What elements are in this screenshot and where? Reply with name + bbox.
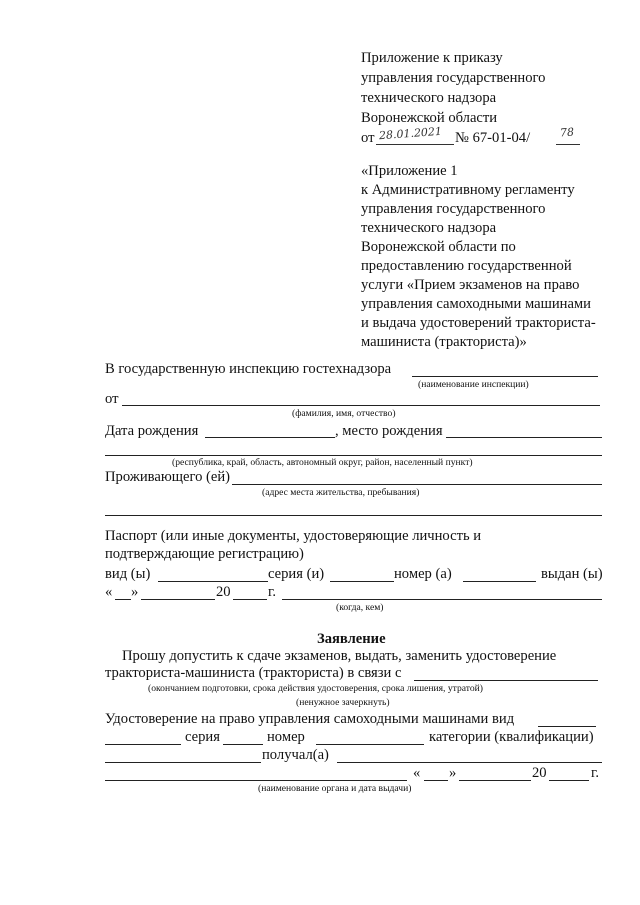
issue-year-suffix: г. bbox=[268, 584, 276, 600]
document-number-label: номер (а) bbox=[394, 566, 452, 582]
document-series-field[interactable] bbox=[330, 581, 394, 582]
license-kind-field[interactable] bbox=[538, 726, 596, 727]
document-issued-label: выдан (ы) bbox=[541, 566, 603, 582]
issue-year-prefix: 20 bbox=[216, 584, 231, 600]
license-categories-label: категории (квалификации) bbox=[429, 729, 594, 745]
document-number-field[interactable] bbox=[463, 581, 536, 582]
appendix-line: управления самоходными машинами bbox=[361, 296, 591, 312]
inspection-label: В государственную инспекцию гостехнадзора bbox=[105, 361, 392, 377]
order-number-underline bbox=[556, 144, 580, 145]
order-header-line: управления государственного bbox=[361, 70, 546, 86]
appendix-line: «Приложение 1 bbox=[361, 163, 458, 179]
license-year-field[interactable] bbox=[549, 780, 589, 781]
from-label: от bbox=[105, 391, 119, 407]
birth-place-hint: (республика, край, область, автономный округ, район, населенный пункт) bbox=[172, 457, 473, 468]
appendix-line: и выдача удостоверений тракториста- bbox=[361, 315, 596, 331]
issue-day-field[interactable] bbox=[115, 599, 131, 600]
order-date-handwritten: 28.01.2021 bbox=[378, 124, 443, 143]
license-date-close-quote: » bbox=[449, 765, 457, 781]
appendix-line: технического надзора bbox=[361, 220, 497, 236]
birth-place-field[interactable] bbox=[446, 437, 602, 438]
appendix-line: предоставлению государственной bbox=[361, 258, 572, 274]
issue-year-field[interactable] bbox=[233, 599, 267, 600]
order-header-line: Воронежской области bbox=[361, 110, 498, 126]
received-field[interactable] bbox=[337, 762, 602, 763]
license-number-label: номер bbox=[267, 729, 305, 745]
license-year-suffix: г. bbox=[591, 765, 599, 781]
license-series-label: серия bbox=[185, 729, 220, 745]
issuer-field[interactable] bbox=[105, 780, 407, 781]
order-date-prefix: от bbox=[361, 130, 375, 146]
license-year-prefix: 20 bbox=[532, 765, 547, 781]
license-month-field[interactable] bbox=[459, 780, 531, 781]
inspection-field[interactable] bbox=[412, 376, 598, 377]
full-name-hint: (фамилия, имя, отчество) bbox=[292, 408, 396, 419]
statement-line: Прошу допустить к сдаче экзаменов, выдать, заменить удостоверение bbox=[122, 648, 557, 664]
order-date-underline bbox=[376, 144, 454, 145]
document-kind-label: вид (ы) bbox=[105, 566, 151, 582]
issue-month-field[interactable] bbox=[141, 599, 215, 600]
birth-place-field-continued[interactable] bbox=[105, 455, 602, 456]
strike-out-hint: (ненужное зачеркнуть) bbox=[296, 697, 390, 708]
issuer-hint: (наименование органа и дата выдачи) bbox=[258, 783, 412, 794]
birth-date-field[interactable] bbox=[205, 437, 335, 438]
reason-hint: (окончанием подготовки, срока действия удостоверения, срока лишения, утратой) bbox=[148, 683, 483, 694]
order-header-line: технического надзора bbox=[361, 90, 497, 106]
residence-field-continued[interactable] bbox=[105, 515, 602, 516]
reason-field[interactable] bbox=[414, 680, 598, 681]
full-name-field[interactable] bbox=[122, 405, 600, 406]
document-kind-field[interactable] bbox=[158, 581, 268, 582]
license-categories-field[interactable] bbox=[105, 762, 261, 763]
license-number-field[interactable] bbox=[316, 744, 424, 745]
birth-date-label: Дата рождения bbox=[105, 423, 199, 439]
license-date-open-quote: « bbox=[413, 765, 421, 781]
issue-date-open-quote: « bbox=[105, 584, 113, 600]
residence-label: Проживающего (ей) bbox=[105, 469, 231, 485]
residence-hint: (адрес места жительства, пребывания) bbox=[262, 487, 420, 498]
statement-title: Заявление bbox=[317, 631, 386, 647]
appendix-line: услуги «Прием экзаменов на право bbox=[361, 277, 580, 293]
inspection-hint: (наименование инспекции) bbox=[418, 379, 529, 390]
license-day-field[interactable] bbox=[424, 780, 448, 781]
order-header-line: Приложение к приказу bbox=[361, 50, 503, 66]
passport-heading: Паспорт (или иные документы, удостоверяющие личность и bbox=[105, 528, 482, 544]
appendix-line: к Административному регламенту bbox=[361, 182, 575, 198]
issued-by-hint: (когда, кем) bbox=[336, 602, 384, 613]
birth-place-label: , место рождения bbox=[335, 423, 443, 439]
appendix-line: Воронежской области по bbox=[361, 239, 516, 255]
appendix-line: управления государственного bbox=[361, 201, 546, 217]
order-number-handwritten: 78 bbox=[559, 125, 575, 140]
issued-by-field[interactable] bbox=[282, 599, 602, 600]
order-number-prefix: № 67-01-04/ bbox=[455, 130, 531, 146]
passport-heading-continued: подтверждающие регистрацию) bbox=[105, 546, 304, 562]
statement-line: тракториста-машиниста (тракториста) в связи с bbox=[105, 665, 402, 681]
appendix-line: машиниста (тракториста)» bbox=[361, 334, 527, 350]
document-series-label: серия (и) bbox=[268, 566, 325, 582]
license-series-field[interactable] bbox=[223, 744, 263, 745]
received-label: получал(а) bbox=[262, 747, 329, 763]
residence-field[interactable] bbox=[232, 484, 602, 485]
license-label: Удостоверение на право управления самоходными машинами вид bbox=[105, 711, 515, 727]
issue-date-close-quote: » bbox=[131, 584, 139, 600]
license-kind-field-continued[interactable] bbox=[105, 744, 181, 745]
